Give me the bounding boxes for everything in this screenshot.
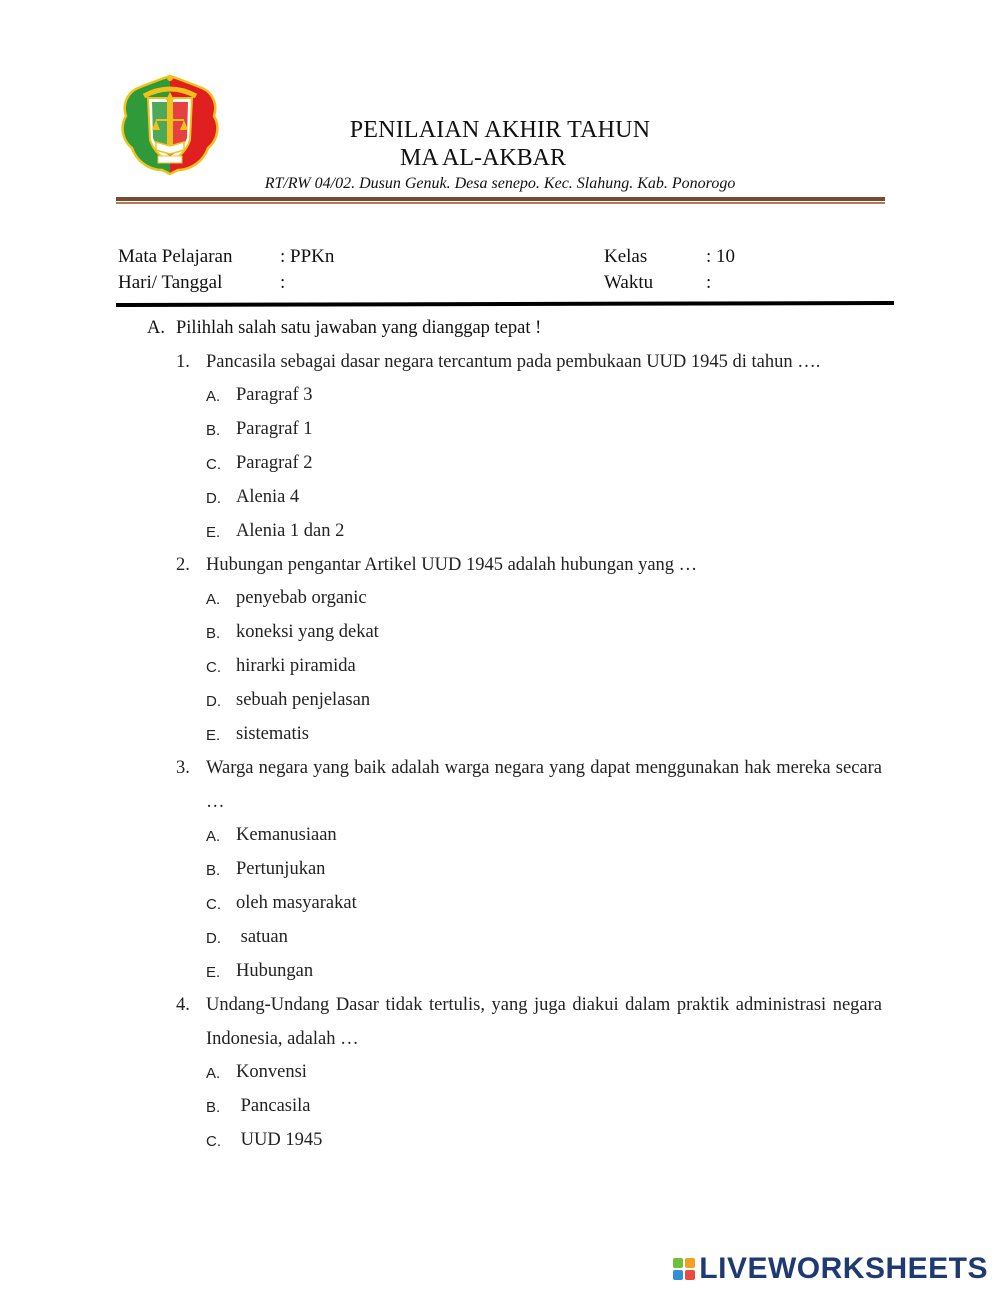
option-text: Alenia 4	[236, 487, 300, 507]
question-text: Undang-Undang Dasar tidak tertulis, yang juga diakui dalam praktik administrasi negara Indonesia, adalah …	[206, 995, 882, 1049]
option-text: oleh masyarakat	[236, 893, 357, 913]
option-letter: B.	[206, 625, 221, 642]
option-text: UUD 1945	[236, 1130, 323, 1150]
option-text: sistematis	[236, 724, 309, 744]
option-letter: E.	[206, 727, 221, 744]
liveworksheets-watermark	[673, 1252, 988, 1286]
option-letter: A.	[206, 388, 221, 405]
option-text: Pertunjukan	[236, 859, 326, 879]
question-number: 3.	[176, 758, 190, 778]
section-instruction: Pilihlah salah satu jawaban yang dianggap tepat !	[176, 318, 542, 338]
liveworksheets-text: LIVEWORKSHEETS	[699, 1252, 988, 1285]
header-divider	[116, 197, 885, 201]
option-letter: C.	[206, 1133, 221, 1150]
option-letter: A.	[206, 1065, 221, 1082]
option-letter: B.	[206, 422, 221, 439]
option-text: sebuah penjelasan	[236, 690, 371, 710]
subject-value: : PPKn	[280, 246, 335, 267]
option-text: penyebab organic	[236, 588, 367, 608]
document-title: PENILAIAN AKHIR TAHUN	[349, 117, 651, 143]
option-letter: C.	[206, 896, 221, 913]
question-text: Hubungan pengantar Artikel UUD 1945 adalah hubungan yang …	[206, 555, 698, 575]
date-label: Hari/ Tanggal	[118, 272, 223, 293]
option-text: satuan	[236, 927, 288, 947]
option-text: Paragraf 3	[236, 385, 313, 405]
question-number: 4.	[176, 995, 190, 1015]
option-letter: C.	[206, 456, 221, 473]
date-value: :	[280, 272, 286, 293]
question-number: 2.	[176, 555, 190, 575]
option-text: hirarki piramida	[236, 656, 356, 676]
option-letter: A.	[206, 828, 221, 845]
time-value: :	[706, 272, 712, 293]
option-text: koneksi yang dekat	[236, 622, 379, 642]
option-text: Pancasila	[236, 1096, 311, 1116]
school-name: MA AL-AKBAR	[400, 145, 567, 171]
header-divider-thin	[116, 202, 885, 204]
section-letter: A.	[147, 318, 165, 338]
question-number: 1.	[176, 352, 190, 372]
liveworksheets-logo-icon	[673, 1258, 695, 1280]
option-text: Kemanusiaan	[236, 825, 337, 845]
info-divider	[116, 301, 894, 307]
option-letter: B.	[206, 862, 221, 879]
time-label: Waktu	[604, 272, 654, 293]
option-letter: C.	[206, 659, 221, 676]
option-text: Paragraf 1	[236, 419, 313, 439]
subject-label: Mata Pelajaran	[118, 246, 233, 267]
question-text: Warga negara yang baik adalah warga negara yang dapat menggunakan hak mereka secara …	[206, 758, 882, 812]
option-letter: D.	[206, 490, 221, 507]
option-letter: E.	[206, 964, 221, 981]
school-address: RT/RW 04/02. Dusun Genuk. Desa senepo. Kec. Slahung. Kab. Ponorogo	[264, 175, 736, 192]
option-letter: E.	[206, 524, 221, 541]
option-letter: D.	[206, 930, 221, 947]
option-text: Konvensi	[236, 1062, 307, 1082]
class-label: Kelas	[604, 246, 648, 267]
option-letter: D.	[206, 693, 221, 710]
option-letter: B.	[206, 1099, 221, 1116]
option-text: Paragraf 2	[236, 453, 313, 473]
option-text: Alenia 1 dan 2	[236, 521, 345, 541]
option-text: Hubungan	[236, 961, 314, 981]
class-value: : 10	[706, 246, 736, 267]
option-letter: A.	[206, 591, 221, 608]
question-text: Pancasila sebagai dasar negara tercantum pada pembukaan UUD 1945 di tahun ….	[206, 352, 821, 372]
